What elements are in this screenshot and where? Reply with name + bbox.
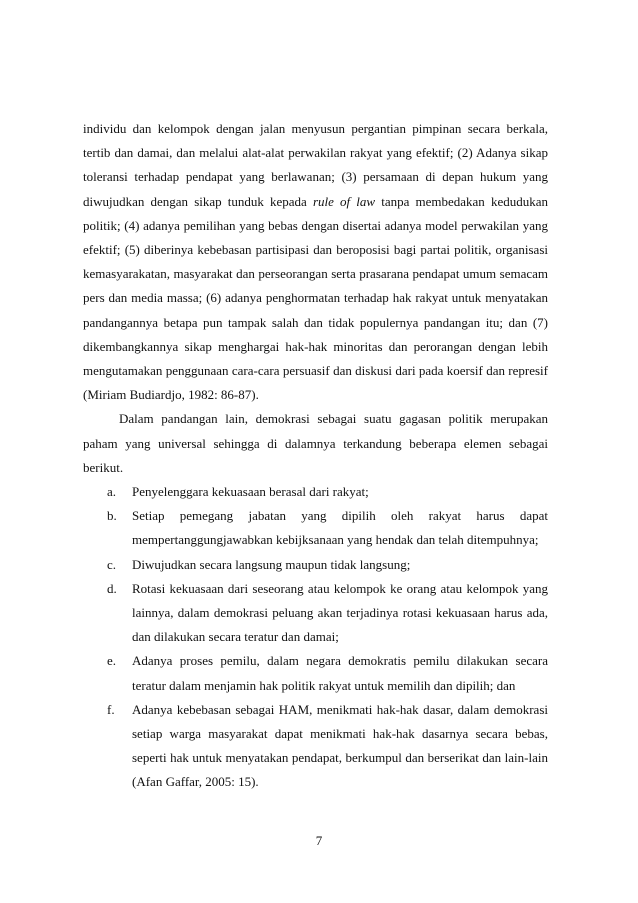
list-marker: a. — [107, 484, 117, 500]
list-item — [83, 504, 548, 552]
list-marker: e. — [107, 653, 117, 669]
rule-of-law-term: rule of law — [312, 193, 376, 209]
list-item — [83, 649, 548, 697]
list-marker: b. — [107, 508, 117, 524]
democracy-elements-list — [83, 480, 548, 795]
list-marker: c. — [107, 556, 117, 572]
list-item-text: Adanya proses pemilu, dalam negara demokratis pemilu dilakukan secara teratur dalam menjamin hak politik rakyat untuk memilih dan dipilih; dan — [132, 653, 548, 693]
paragraph-democracy-elements: Dalam pandangan lain, demokrasi sebagai suatu gagasan politik merupakan paham yang universal sehingga di dalamnya terkandung beberapa elemen sebagai berikut. — [83, 411, 548, 475]
list-item — [83, 553, 548, 577]
list-marker: f. — [107, 701, 115, 717]
list-marker: d. — [107, 580, 117, 596]
list-item-text: Setiap pemegang jabatan yang dipilih oleh rakyat harus dapat mempertanggungjawabkan kebijksanaan yang hendak dan telah ditempuhnya; — [132, 508, 548, 548]
paragraph-criteria-text-1: individu dan kelompok dengan jalan menyusun pergantian pimpinan secara berkala, tertib dan damai, dan melalui alat-alat perwakilan rakyat yang efektif; (2) Adanya sikap toleransi terhadap pendapat yang berlawanan; (3) persamaan di depan hukum yang diwujudkan dengan sikap tunduk kepada — [83, 121, 548, 209]
page-number: 7 — [315, 833, 323, 848]
list-item-text: Adanya kebebasan sebagai HAM, menikmati hak-hak dasar, dalam demokrasi setiap warga masyarakat dapat menikmati hak-hak dasarnya secara bebas, seperti hak untuk menyatakan pendapat, berkumpul dan berserikat dan lain-lain (Afan Gaffar, 2005: 15). — [132, 701, 548, 790]
list-item — [83, 480, 548, 504]
list-item-text: Rotasi kekuasaan dari seseorang atau kelompok ke orang atau kelompok yang lainnya, dalam demokrasi peluang akan terjadinya rotasi kekuasaan harus ada, dan dilakukan secara teratur dan damai; — [132, 580, 548, 645]
paragraph-criteria-text-2: tanpa membedakan kedudukan politik; (4) adanya pemilihan yang bebas dengan disertai adanya model perwakilan yang efektif; (5) diberinya kebebasan partisipasi dan beroposisi bagi partai politik, organisasi kemasyarakatan, masyarakat dan perseorangan serta prasarana pendapat umum semacam pers dan media massa; (6) adanya penghormatan terhadap hak rakyat untuk menyatakan pandangannya betapa pun tampak salah dan tidak populernya pandangan itu; dan (7) dikembangkannya sikap menghargai hak-hak minoritas dan perorangan dengan lebih mengutamakan penggunaan cara-cara persuasif dan diskusi dari pada koersif dan represif (Miriam Budiardjo, 1982: 86-87). — [83, 193, 548, 403]
list-item — [83, 698, 548, 795]
list-item-text: Penyelenggara kekuasaan berasal dari rakyat; — [132, 484, 369, 500]
list-item-text: Diwujudkan secara langsung maupun tidak langsung; — [132, 556, 411, 572]
body-text — [83, 117, 548, 795]
paragraph-criteria — [83, 117, 548, 407]
list-item — [83, 577, 548, 650]
